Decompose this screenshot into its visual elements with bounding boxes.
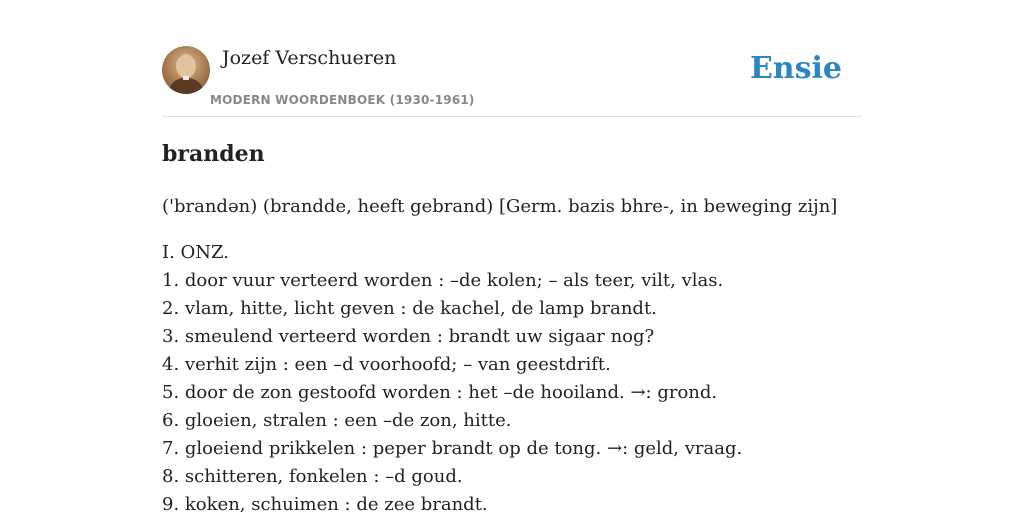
definition-line: 9. koken, schuimen : de zee brandt. (162, 494, 488, 512)
entry-pronunciation: ('brandən) (brandde, heeft gebrand) [Germ. bazis bhre-, in beweging zijn] (162, 196, 838, 217)
definition-line: 6. gloeien, stralen : een –de zon, hitte. (162, 410, 512, 431)
definition-line: 2. vlam, hitte, licht geven : de kachel, de lamp brandt. (162, 298, 657, 319)
source-title[interactable]: MODERN WOORDENBOEK (1930-1961) (210, 93, 475, 107)
portrait-image (162, 46, 210, 94)
entry-word: branden (162, 141, 265, 167)
definition-list (162, 239, 862, 512)
definition-line: 4. verhit zijn : een –d voorhoofd; – van geestdrift. (162, 354, 611, 375)
author-name[interactable]: Jozef Verschueren (222, 47, 397, 69)
definition-line: 7. gloeiend prikkelen : peper brandt op de tong. →: geld, vraag. (162, 438, 743, 459)
definition-line: 3. smeulend verteerd worden : brandt uw sigaar nog? (162, 326, 655, 347)
header (162, 46, 862, 117)
site-logo[interactable]: Ensie (749, 51, 842, 86)
definition-line: 8. schitteren, fonkelen : –d goud. (162, 466, 463, 487)
author-avatar[interactable] (162, 46, 210, 94)
definition-line: 1. door vuur verteerd worden : –de kolen; – als teer, vilt, vlas. (162, 270, 724, 291)
definition-line: 5. door de zon gestoofd worden : het –de hooiland. →: grond. (162, 382, 718, 403)
definition-line: I. ONZ. (162, 242, 229, 263)
entry-content (162, 140, 862, 512)
